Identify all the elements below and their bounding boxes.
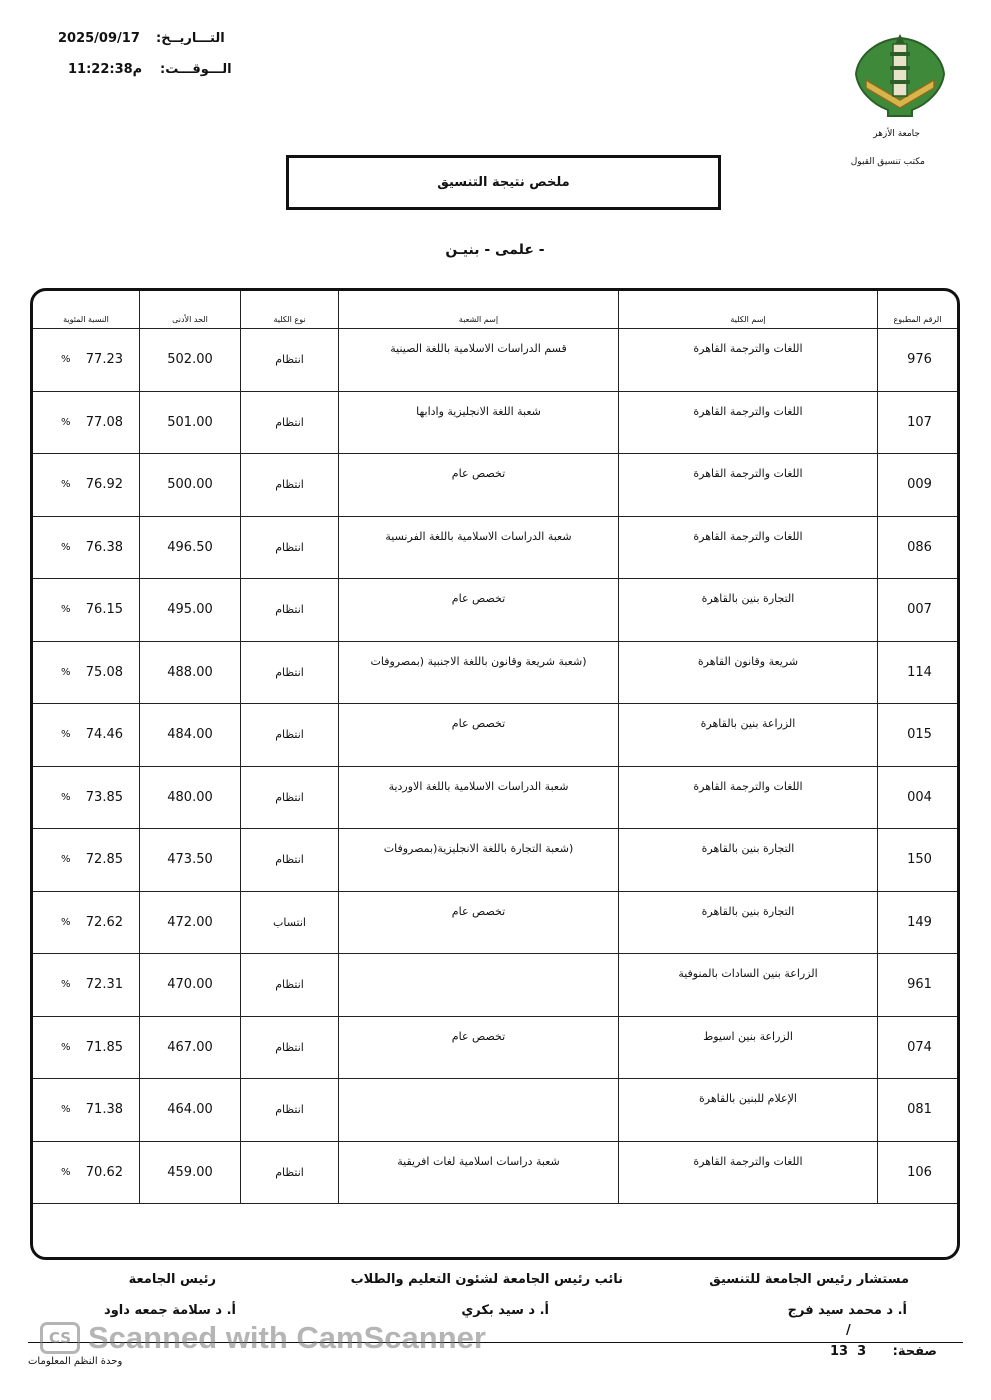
time-label: الـــوقـــت: [160,62,232,77]
page-total: 13 [830,1344,849,1359]
page-number [830,1344,866,1359]
percent-symbol: % [61,791,71,803]
cell-college: الإعلام للبنين بالقاهرة [619,1079,878,1142]
cell-type: انتظام [241,1017,339,1080]
results-table [30,288,960,1260]
cell-branch: شعبة الدراسات الاسلامية باللغة الاوردية [339,767,619,830]
percent-value: 77.23 [85,352,123,368]
cell-min: 484.00 [140,704,241,767]
percent-value: 76.15 [85,602,123,618]
cell-pct [33,517,140,580]
unit-name: وحدة النظم المعلومات [28,1356,123,1367]
vice-president-title: نائب رئيس الجامعة لشئون التعليم والطلاب [350,1272,623,1287]
advisor-title: مستشار رئيس الجامعة للتنسيق [709,1272,909,1287]
cell-code: 107 [878,392,957,455]
percent-value: 71.85 [85,1039,123,1055]
camscanner-logo-icon: CS [40,1322,80,1354]
cell-pct [33,1142,140,1205]
cell-type: انتظام [241,1079,339,1142]
cell-code: 081 [878,1079,957,1142]
cell-branch: شعبة اللغة الانجليزية وادابها [339,392,619,455]
percent-symbol: % [61,1104,71,1116]
cell-code: 114 [878,642,957,705]
cell-college: التجارة بنين بالقاهرة [619,829,878,892]
percent-symbol: % [61,541,71,553]
cell-branch [339,954,619,1017]
cell-type: انتظام [241,767,339,830]
percent-symbol: % [61,479,71,491]
percent-symbol: % [61,1166,71,1178]
cell-code: 149 [878,892,957,955]
cell-min: 488.00 [140,642,241,705]
header-min: الحد الأدنى [140,291,241,329]
cell-code: 961 [878,954,957,1017]
percent-value: 73.85 [85,789,123,805]
cell-college: اللغات والترجمة القاهرة [619,454,878,517]
cell-branch: تخصص عام [339,892,619,955]
percent-value: 74.46 [85,727,123,743]
cell-type: انتظام [241,954,339,1017]
cell-branch: قسم الدراسات الاسلامية باللغة الصينية [339,329,619,392]
percent-value: 76.92 [85,477,123,493]
cell-branch: شعبة دراسات اسلامية لغات افريقية [339,1142,619,1205]
percent-symbol: % [61,916,71,928]
cell-pct [33,392,140,455]
cell-pct [33,329,140,392]
camscanner-watermark [88,1320,486,1356]
percent-value: 75.08 [85,664,123,680]
cell-min: 467.00 [140,1017,241,1080]
cell-pct [33,954,140,1017]
vice-president-name: أ. د سيد بكري [461,1303,549,1318]
cell-pct [33,829,140,892]
cell-pct [33,579,140,642]
cell-type: انتظام [241,517,339,580]
header-college: إسم الكلية [619,291,878,329]
cell-min: 470.00 [140,954,241,1017]
cell-type: انتظام [241,329,339,392]
cell-type: انتظام [241,704,339,767]
cell-college: الزراعة بنين اسيوط [619,1017,878,1080]
percent-symbol: % [61,666,71,678]
percent-value: 77.08 [85,414,123,430]
cell-min: 464.00 [140,1079,241,1142]
header-pct: النسبة المئوية [33,291,140,329]
cell-college: اللغات والترجمة القاهرة [619,517,878,580]
page-current: 3 [857,1344,867,1359]
cell-code: 004 [878,767,957,830]
cell-college: اللغات والترجمة القاهرة [619,329,878,392]
cell-code: 106 [878,1142,957,1205]
cell-college: اللغات والترجمة القاهرة [619,1142,878,1205]
cell-branch: (شعبة شريعة وقانون باللغة الاجنبية (بمصروفات [339,642,619,705]
cell-type: انتظام [241,454,339,517]
percent-symbol: % [61,1041,71,1053]
percent-value: 72.62 [85,914,123,930]
percent-value: 71.38 [85,1102,123,1118]
university-name: جامعة الأزهر [873,129,920,139]
cell-branch: تخصص عام [339,1017,619,1080]
percent-symbol: % [61,354,71,366]
cell-type: انتظام [241,1142,339,1205]
cell-min: 472.00 [140,892,241,955]
cell-code: 074 [878,1017,957,1080]
cell-branch [339,1079,619,1142]
cell-college: الزراعة بنين السادات بالمنوفية [619,954,878,1017]
cell-branch: (شعبة التجارة باللغة الانجليزية(بمصروفات [339,829,619,892]
cell-min: 473.50 [140,829,241,892]
header-type: نوع الكلية [241,291,339,329]
cell-code: 150 [878,829,957,892]
page-title: ملخص نتيجة التنسيق [286,155,721,210]
cell-college: التجارة بنين بالقاهرة [619,579,878,642]
percent-value: 76.38 [85,539,123,555]
percent-symbol: % [61,854,71,866]
percent-symbol: % [61,729,71,741]
header-code: الرقم المطبوع [878,291,957,329]
cell-pct [33,767,140,830]
cell-code: 086 [878,517,957,580]
time-value: 11:22:38م [68,62,143,77]
percent-value: 70.62 [85,1164,123,1180]
percent-value: 72.31 [85,977,123,993]
watermark-text: Scanned with CamScanner [88,1320,486,1355]
cell-pct [33,454,140,517]
cell-type: انتظام [241,392,339,455]
cell-pct [33,1079,140,1142]
cell-min: 502.00 [140,329,241,392]
cell-pct [33,642,140,705]
cell-branch: تخصص عام [339,704,619,767]
president-title: رئيس الجامعة [128,1272,216,1287]
cell-min: 459.00 [140,1142,241,1205]
cell-code: 009 [878,454,957,517]
cell-min: 496.50 [140,517,241,580]
percent-value: 72.85 [85,852,123,868]
cell-type: انتساب [241,892,339,955]
cell-college: الزراعة بنين بالقاهرة [619,704,878,767]
percent-symbol: % [61,604,71,616]
cell-min: 480.00 [140,767,241,830]
page-subtitle: - علمى - بنيـن [445,242,545,258]
cell-branch: شعبة الدراسات الاسلامية باللغة الفرنسية [339,517,619,580]
page-slash: / [846,1323,851,1338]
percent-symbol: % [61,979,71,991]
cell-type: انتظام [241,829,339,892]
president-name: أ. د سلامة جمعه داود [104,1303,236,1318]
cell-type: انتظام [241,579,339,642]
cell-college: اللغات والترجمة القاهرة [619,767,878,830]
cell-branch: تخصص عام [339,454,619,517]
date-value: 2025/09/17 [58,31,140,46]
cell-min: 495.00 [140,579,241,642]
results-grid [33,291,957,1204]
cell-code: 015 [878,704,957,767]
cell-pct [33,892,140,955]
cell-branch: تخصص عام [339,579,619,642]
cell-pct [33,1017,140,1080]
advisor-name: أ. د محمد سيد فرج [787,1303,907,1318]
cell-min: 500.00 [140,454,241,517]
cell-min: 501.00 [140,392,241,455]
percent-symbol: % [61,416,71,428]
page-label: صفحة: [892,1344,937,1359]
office-name: مكتب تنسيق القبول [850,157,925,167]
cell-pct [33,704,140,767]
cell-code: 007 [878,579,957,642]
date-label: التـــاريــخ: [156,31,225,46]
university-logo [848,30,952,120]
cell-code: 976 [878,329,957,392]
cell-college: التجارة بنين بالقاهرة [619,892,878,955]
cell-college: اللغات والترجمة القاهرة [619,392,878,455]
cell-college: شريعة وقانون القاهرة [619,642,878,705]
header-branch: إسم الشعبة [339,291,619,329]
cell-type: انتظام [241,642,339,705]
